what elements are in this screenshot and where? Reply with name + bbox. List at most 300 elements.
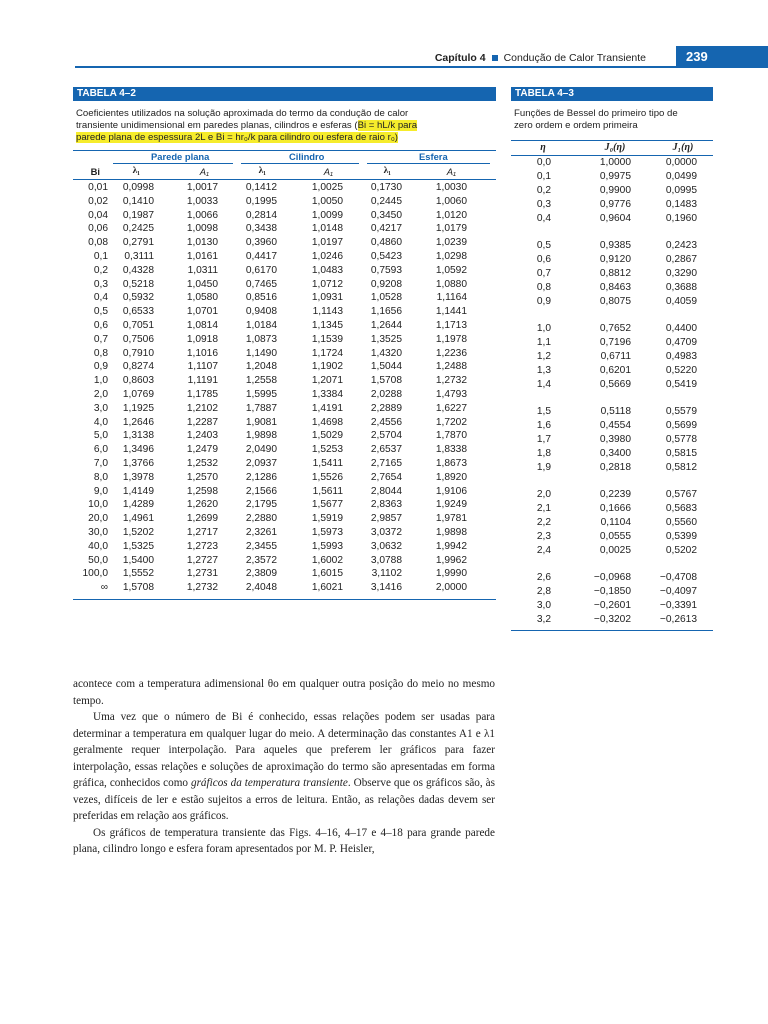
table-row — [511, 531, 713, 545]
table-cell: 0,5932 — [122, 292, 154, 304]
table-row — [73, 375, 496, 389]
table-row — [73, 568, 496, 582]
table-cell: 0,9385 — [599, 240, 631, 251]
table-cell: 0,06 — [88, 223, 108, 235]
table-cell: 2,6 — [536, 572, 551, 583]
table-cell: 0,0995 — [665, 185, 697, 196]
table-cell: 10,0 — [88, 499, 108, 511]
table-cell: 1,5611 — [312, 485, 343, 497]
table-cell: 1,0246 — [311, 250, 343, 262]
table-cell: 1,5526 — [311, 471, 343, 483]
table-cell: 1,5919 — [311, 513, 343, 525]
caption-line — [76, 132, 496, 144]
table-cell: 0,08 — [88, 237, 108, 249]
table-4-3-body — [511, 156, 713, 631]
table-row — [73, 237, 496, 251]
col-bi: Bi — [90, 166, 100, 177]
table-cell: 1,5 — [536, 406, 551, 417]
table-cell: 1,0769 — [122, 388, 154, 400]
table-cell: 1,1191 — [187, 375, 218, 387]
table-row — [511, 171, 713, 185]
table-cell: 0,1960 — [665, 213, 697, 224]
table-cell: 1,2 — [536, 351, 551, 362]
table-cell: 1,5708 — [122, 582, 154, 594]
table-cell: 1,2488 — [435, 361, 467, 373]
table-cell: 0,4709 — [665, 337, 697, 348]
table-cell: 0,1412 — [245, 182, 277, 193]
table-cell: 0,5683 — [665, 503, 697, 514]
table-cell: 1,0060 — [435, 195, 467, 207]
table-cell: 2,3572 — [245, 554, 277, 566]
table-cell: 1,0050 — [311, 195, 343, 207]
table-cell: 2,0937 — [245, 457, 277, 469]
group-cilindro: Cilindro — [289, 151, 325, 162]
col-a1-sph: A₁ — [446, 166, 456, 177]
table-cell: 1,1345 — [311, 319, 343, 331]
table-row — [73, 582, 496, 596]
table-cell: 1,0701 — [186, 306, 218, 318]
table-4-2 — [73, 150, 496, 600]
table-cell: 1,8920 — [435, 471, 467, 483]
table-cell: 1,2558 — [245, 375, 277, 387]
caption-line — [76, 120, 496, 132]
table-cell: 1,1107 — [187, 361, 218, 373]
table-cell: 0,7506 — [122, 333, 154, 345]
table-cell: 0,8075 — [599, 296, 631, 307]
table-cell: 1,5677 — [311, 499, 343, 511]
table-cell: −0,4708 — [659, 572, 697, 583]
table-cell: 2,4556 — [370, 416, 402, 428]
table-cell: 0,2867 — [665, 254, 697, 265]
table-cell: 0,0499 — [665, 171, 697, 182]
table-cell: 0,4417 — [245, 250, 277, 262]
table-row — [511, 586, 713, 600]
table-row — [73, 196, 496, 210]
table-cell: 0,2791 — [122, 237, 154, 249]
table-cell: 0,6711 — [600, 351, 631, 362]
col-j1: J₁(η) — [672, 142, 694, 153]
table-cell: −0,3391 — [659, 600, 697, 611]
table-cell: 0,8 — [536, 282, 551, 293]
table-row — [511, 614, 713, 628]
table-cell: 0,8603 — [122, 375, 154, 387]
table-cell: 0,3450 — [370, 209, 402, 221]
table-cell: 2,0490 — [245, 444, 277, 456]
table-cell: 1,1143 — [312, 306, 343, 318]
col-lambda1-wall: λ₁ — [132, 166, 140, 176]
table-row — [73, 444, 496, 458]
table-4-3 — [511, 140, 713, 631]
table-cell: 0,0555 — [599, 531, 631, 542]
table-row — [73, 223, 496, 237]
paragraph-emphasis: gráficos da temperatura transiente — [190, 777, 348, 789]
col-a1-wall: A₁ — [199, 166, 209, 177]
table-cell: 1,9106 — [435, 485, 467, 497]
table-cell: 0,4983 — [665, 351, 697, 362]
table-cell: 0,7 — [93, 333, 108, 345]
table-cell: 1,2732 — [186, 582, 218, 594]
table-cell: 0,4328 — [122, 264, 154, 276]
table-cell: 0,5202 — [665, 545, 697, 556]
col-lambda1-sph: λ₁ — [383, 166, 391, 176]
table-cell: 1,3525 — [370, 333, 402, 345]
table-cell: 1,8338 — [435, 444, 467, 456]
table-cell: 0,5419 — [665, 379, 697, 390]
table-row — [511, 213, 713, 227]
table-cell: 1,2532 — [186, 457, 218, 469]
table-cell: 1,1539 — [311, 333, 343, 345]
table-cell: 3,0 — [536, 600, 551, 611]
table-cell: 0,8516 — [245, 292, 277, 304]
table-cell: 0,5 — [93, 306, 108, 318]
table-cell: 0,1483 — [665, 199, 697, 210]
table-cell: 1,3496 — [122, 444, 154, 456]
table-cell: 3,1416 — [370, 582, 402, 594]
table-cell: 0,4860 — [370, 237, 402, 249]
table-cell: 0,7 — [536, 268, 551, 279]
table-cell: 1,0311 — [187, 264, 218, 276]
caption-line: zero ordem e ordem primeira — [514, 120, 638, 131]
table-row — [73, 334, 496, 348]
table-cell: 1,6015 — [311, 568, 343, 580]
table-cell: 1,0098 — [186, 223, 218, 235]
table-cell: 2,1795 — [245, 499, 277, 511]
table-cell: 1,1441 — [435, 306, 467, 318]
table-cell: 1,8 — [536, 448, 551, 459]
table-row — [511, 351, 713, 365]
table-cell: 1,2717 — [186, 526, 218, 538]
table-cell: −0,4097 — [659, 586, 697, 597]
table-row — [73, 403, 496, 417]
column-group-header — [73, 150, 496, 164]
chapter-label: Capítulo 4 — [434, 52, 486, 64]
table-cell: 0,9 — [536, 296, 551, 307]
table-cell: 1,0880 — [435, 278, 467, 290]
table-cell: 1,9 — [536, 462, 551, 473]
table-cell: 1,0025 — [311, 182, 343, 193]
table-row — [511, 268, 713, 282]
table-cell: 1,4698 — [311, 416, 343, 428]
table-cell: 0,9208 — [370, 278, 402, 290]
table-cell: 1,0030 — [435, 182, 467, 193]
table-cell: 1,0033 — [186, 195, 218, 207]
table-row — [73, 210, 496, 224]
table-cell: 0,3980 — [599, 434, 631, 445]
table-cell: 2,2889 — [370, 402, 402, 414]
table-cell: 5,0 — [93, 430, 108, 442]
table-cell: 1,2727 — [186, 554, 218, 566]
table-cell: 1,9081 — [245, 416, 277, 428]
page-number-box — [676, 46, 768, 68]
table-cell: 0,4 — [93, 292, 108, 304]
table-row — [511, 365, 713, 379]
table-cell: 1,1164 — [436, 292, 467, 304]
table-cell: 7,0 — [93, 457, 108, 469]
table-4-2-label: TABELA 4–2 — [77, 88, 136, 99]
table-cell: 0,3960 — [245, 237, 277, 249]
table-cell: 1,5044 — [370, 361, 402, 373]
table-cell: 1,4793 — [435, 388, 467, 400]
table-row — [511, 337, 713, 351]
table-cell: 2,1 — [536, 503, 551, 514]
table-cell: −0,1850 — [593, 586, 631, 597]
table-cell: 0,5560 — [665, 517, 697, 528]
table-row — [511, 296, 713, 310]
table-cell: 2,7654 — [370, 471, 402, 483]
table-cell: 1,2699 — [186, 513, 218, 525]
table-cell: 2,3455 — [245, 540, 277, 552]
table-cell: 1,5202 — [122, 526, 154, 538]
table-cell: 1,5993 — [311, 540, 343, 552]
table-cell: 1,2732 — [435, 375, 467, 387]
table-cell: 9,0 — [93, 485, 108, 497]
table-cell: 1,2723 — [186, 540, 218, 552]
table-4-3-label: TABELA 4–3 — [515, 88, 574, 99]
header-rule — [75, 66, 768, 68]
table-cell: 0,2 — [536, 185, 551, 196]
table-cell: 2,4 — [536, 545, 551, 556]
table-cell: 0,9900 — [599, 185, 631, 196]
table-cell: 0,1 — [536, 171, 551, 182]
table-cell: 0,1995 — [245, 195, 277, 207]
table-cell: 2,4048 — [245, 582, 277, 594]
table-cell: −0,0968 — [593, 572, 631, 583]
table-4-2-label-bar — [73, 87, 496, 101]
table-row — [73, 348, 496, 362]
table-cell: 0,5812 — [665, 462, 697, 473]
table-cell: −0,3202 — [593, 614, 631, 625]
table-cell: 1,0873 — [245, 333, 277, 345]
caption-highlight: parede plana de espessura 2L e Bi = hr₀/k para cilindro ou esfera de raio r₀) — [76, 132, 398, 143]
table-cell: 1,6021 — [311, 582, 343, 594]
table-row — [73, 182, 496, 196]
table-cell: 6,0 — [93, 444, 108, 456]
paragraph-text: . Observe que os gráficos são, às vezes, difíceis de ler e estão sujeitos a erros de leitura. Então, as relações dadas devem ser preferidas em relação aos gráficos. — [73, 777, 495, 822]
table-cell: 50,0 — [88, 554, 108, 566]
table-cell: 1,6002 — [311, 554, 343, 566]
table-cell: 1,0130 — [186, 237, 218, 249]
table-cell: 1,0298 — [435, 250, 467, 262]
col-lambda1-cyl: λ₁ — [258, 166, 266, 176]
table-cell: 0,4554 — [599, 420, 631, 431]
table-row — [511, 420, 713, 434]
table-cell: 0,3290 — [665, 268, 697, 279]
table-cell: 1,5552 — [122, 568, 154, 580]
caption-line: Coeficientes utilizados na solução aproximada do termo da condução de calor — [76, 108, 409, 119]
table-cell: 0,7465 — [245, 278, 277, 290]
table-cell: 1,4961 — [122, 513, 154, 525]
table-cell: 1,1656 — [370, 306, 402, 318]
table-cell: 1,4289 — [122, 499, 154, 511]
caption-text: transiente unidimensional em paredes planas, cilindros e esferas ( — [76, 120, 358, 131]
table-cell: 0,8812 — [599, 268, 631, 279]
table-cell: 2,8 — [536, 586, 551, 597]
table-cell: 0,2814 — [245, 209, 277, 221]
table-cell: 20,0 — [88, 513, 108, 525]
table-cell: 1,0712 — [311, 278, 343, 290]
table-cell: 0,9120 — [599, 254, 631, 265]
table-cell: 0,6201 — [599, 365, 631, 376]
table-cell: 0,1410 — [122, 195, 154, 207]
table-cell: 3,1102 — [371, 568, 402, 580]
table-cell: 0,1730 — [370, 182, 402, 193]
table-cell: 1,1925 — [122, 402, 154, 414]
square-bullet-icon — [492, 55, 498, 61]
table-cell: 0,7652 — [599, 323, 631, 334]
col-eta: η — [540, 142, 546, 153]
table-cell: −0,2613 — [659, 614, 697, 625]
table-cell: 0,5767 — [665, 489, 697, 500]
table-cell: 1,2287 — [186, 416, 218, 428]
table-cell: 1,0161 — [186, 250, 218, 262]
table-cell: 0,3400 — [599, 448, 631, 459]
table-row — [511, 379, 713, 393]
paragraph — [73, 709, 495, 825]
table-row — [73, 541, 496, 555]
table-cell: 1,1490 — [245, 347, 277, 359]
table-cell: 1,0 — [93, 375, 108, 387]
table-row — [73, 251, 496, 265]
table-cell: 2,5704 — [370, 430, 402, 442]
table-cell: 0,9776 — [599, 199, 631, 210]
table-cell: 2,8044 — [370, 485, 402, 497]
table-4-3-caption — [514, 108, 714, 132]
col-a1-cyl: A₁ — [323, 166, 333, 177]
table-row — [511, 406, 713, 420]
table-cell: 4,0 — [93, 416, 108, 428]
chapter-title: Condução de Calor Transiente — [503, 52, 646, 64]
column-header-row — [73, 164, 496, 180]
table-cell: 0,04 — [88, 209, 108, 221]
table-cell: 2,3809 — [245, 568, 277, 580]
table-cell: 0,8 — [93, 347, 108, 359]
table-cell: 1,0814 — [186, 319, 218, 331]
table-cell: 0,1666 — [599, 503, 631, 514]
table-4-3-label-bar — [511, 87, 713, 101]
caption-line: Funções de Bessel do primeiro tipo de — [514, 108, 678, 119]
table-cell: 2,2880 — [245, 513, 277, 525]
table-row — [511, 185, 713, 199]
table-cell: 0,5423 — [370, 250, 402, 262]
table-cell: 1,9898 — [245, 430, 277, 442]
table-row — [511, 434, 713, 448]
table-cell: 1,5325 — [122, 540, 154, 552]
table-cell: 1,9990 — [435, 568, 467, 580]
table-cell: 1,2646 — [122, 416, 154, 428]
table-row — [511, 572, 713, 586]
table-cell: 2,0000 — [435, 582, 467, 594]
table-cell: 0,2425 — [122, 223, 154, 235]
table-cell: 0,7051 — [122, 319, 154, 331]
table-cell: 0,6 — [93, 319, 108, 331]
table-4-2-caption — [76, 108, 496, 144]
table-row — [511, 240, 713, 254]
table-row — [73, 361, 496, 375]
table-row — [73, 292, 496, 306]
table-cell: 3,0632 — [370, 540, 402, 552]
table-cell: 1,0592 — [435, 264, 467, 276]
table-cell: 1,5973 — [311, 526, 343, 538]
table-cell: 1,5708 — [370, 375, 402, 387]
table-cell: 1,0179 — [435, 223, 467, 235]
table-row — [73, 430, 496, 444]
table-cell: 1,1016 — [186, 347, 218, 359]
table-cell: 1,2620 — [186, 499, 218, 511]
table-cell: 1,5029 — [311, 430, 343, 442]
table-cell: 1,4149 — [122, 485, 154, 497]
table-cell: 1,2570 — [186, 471, 218, 483]
table-cell: 0,3111 — [124, 250, 154, 262]
table-row — [511, 517, 713, 531]
table-cell: 1,3384 — [311, 388, 343, 400]
table-cell: 0,0998 — [122, 182, 154, 193]
table-cell: 0,9 — [93, 361, 108, 373]
table-cell: 1,0000 — [599, 157, 631, 168]
table-cell: 3,0 — [93, 402, 108, 414]
table-cell: 100,0 — [82, 568, 108, 580]
paragraph: acontece com a temperatura adimensional θo em qualquer outra posição do meio no mesmo tempo. — [73, 678, 495, 707]
table-cell: 0,02 — [88, 195, 108, 207]
table-cell: 1,0483 — [311, 264, 343, 276]
table-cell: 0,4059 — [665, 296, 697, 307]
table-cell: 0,2423 — [665, 240, 697, 251]
table-cell: 1,7870 — [435, 430, 467, 442]
table-cell: 1,1724 — [311, 347, 343, 359]
table-cell: 0,9975 — [599, 171, 631, 182]
table-row — [511, 600, 713, 614]
table-cell: 1,0450 — [186, 278, 218, 290]
table-cell: 0,3688 — [665, 282, 697, 293]
table-row — [511, 489, 713, 503]
table-row — [73, 389, 496, 403]
table-cell: 0,5220 — [665, 365, 697, 376]
table-cell: 1,2644 — [370, 319, 402, 331]
table-row — [511, 545, 713, 559]
group-esfera: Esfera — [419, 151, 448, 162]
table-cell: 1,2403 — [186, 430, 218, 442]
table-cell: 1,1902 — [311, 361, 343, 373]
table-row — [73, 499, 496, 513]
table-cell: 1,4320 — [370, 347, 402, 359]
table-row — [511, 462, 713, 476]
table-row — [73, 527, 496, 541]
table-row — [73, 486, 496, 500]
table-cell: 1,9249 — [435, 499, 467, 511]
table-cell: 1,2236 — [435, 347, 467, 359]
table-cell: 2,0288 — [370, 388, 402, 400]
table-cell: 1,7887 — [245, 402, 277, 414]
table-cell: 1,3 — [536, 365, 551, 376]
table-cell: 1,2102 — [186, 402, 218, 414]
table-cell: 0,5 — [536, 240, 551, 251]
table-cell: 0,3438 — [245, 223, 277, 235]
table-cell: 1,9898 — [435, 526, 467, 538]
table-cell: 0,2239 — [599, 489, 631, 500]
table-row — [73, 417, 496, 431]
table-cell: 0,5579 — [665, 406, 697, 417]
table-cell: 1,0120 — [435, 209, 467, 221]
table-cell: 1,5995 — [245, 388, 277, 400]
table-cell: 3,2 — [536, 614, 551, 625]
table-cell: 1,1713 — [435, 319, 467, 331]
table-cell: 1,0197 — [311, 237, 343, 249]
table-cell: 1,1978 — [435, 333, 467, 345]
paragraph-text: Uma vez que o número de Bi é conhecido, essas relações podem ser usadas para determinar a temperatura em qualquer lugar do meio. A determinação das constantes A1 e λ1 geralmente requer interpolação. Para aqueles que preferem ler gráficos para fazer interpolação, essas relações e soluções de aproximação do termo são apresentadas em forma gráfica, conhecidos como — [73, 711, 495, 789]
table-cell: 1,9942 — [435, 540, 467, 552]
table-cell: 0,7910 — [122, 347, 154, 359]
table-cell: 1,6227 — [435, 402, 467, 414]
table-cell: 2,3 — [536, 531, 551, 542]
